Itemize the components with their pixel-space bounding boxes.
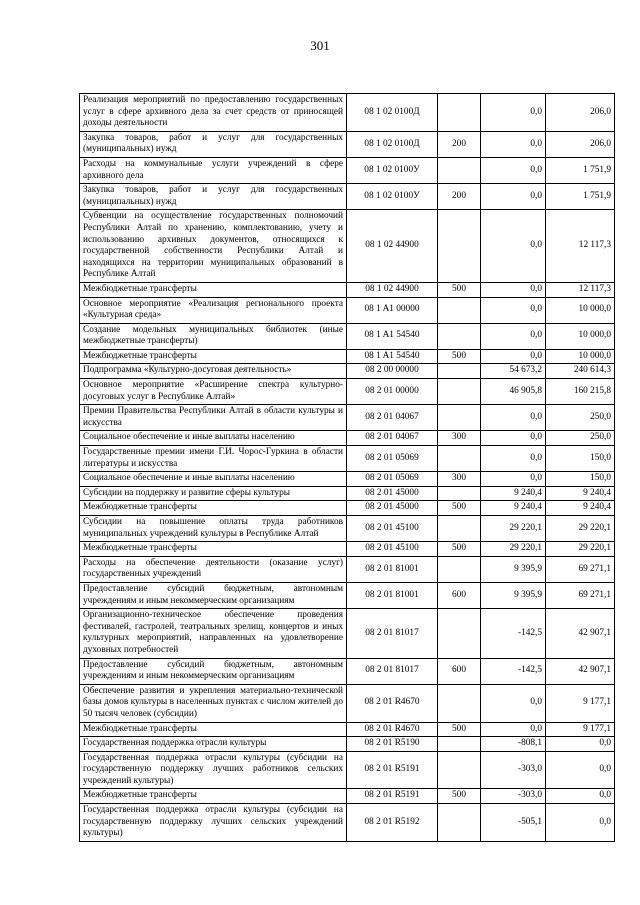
table-row bbox=[80, 501, 615, 516]
row-code: 08 2 01 45100 bbox=[347, 516, 438, 542]
row-code: 08 2 01 R5191 bbox=[347, 789, 438, 804]
row-expense-type: 500 bbox=[438, 349, 481, 364]
row-change-amount: 0,0 bbox=[481, 210, 546, 283]
row-change-amount: 0,0 bbox=[481, 684, 546, 722]
row-code: 08 2 01 00000 bbox=[347, 379, 438, 405]
page-number: 301 bbox=[310, 38, 330, 53]
row-change-amount: 9 240,4 bbox=[481, 501, 546, 516]
row-change-amount: 9 395,9 bbox=[481, 582, 546, 608]
row-total-amount: 9 240,4 bbox=[546, 486, 615, 501]
row-code: 08 2 01 04067 bbox=[347, 431, 438, 446]
table-row bbox=[80, 323, 615, 349]
row-total-amount: 240 614,3 bbox=[546, 364, 615, 379]
row-name: Межбюджетные трансферты bbox=[80, 282, 347, 297]
row-expense-type: 500 bbox=[438, 722, 481, 737]
row-total-amount: 0,0 bbox=[546, 737, 615, 752]
row-total-amount: 9 177,1 bbox=[546, 684, 615, 722]
row-expense-type bbox=[438, 446, 481, 472]
table-row bbox=[80, 379, 615, 405]
row-change-amount: -142,5 bbox=[481, 609, 546, 658]
row-total-amount: 29 220,1 bbox=[546, 516, 615, 542]
row-total-amount: 150,0 bbox=[546, 472, 615, 487]
row-name: Обеспечение развития и укрепления материально-технической базы домов культуры в населенных пунктах с числом жителей до 50 тысяч человек (субсидии) bbox=[80, 684, 347, 722]
row-expense-type bbox=[438, 486, 481, 501]
row-expense-type: 200 bbox=[438, 131, 481, 157]
table-row bbox=[80, 349, 615, 364]
row-total-amount: 29 220,1 bbox=[546, 542, 615, 557]
row-name: Субвенции на осуществление государственных полномочий Республики Алтай по хранению, комплектованию, учету и использованию архивных документов, относящихся к государственной собственности Республики Алтай и находящихся на территории муниципальных образований в Республике Алтай bbox=[80, 210, 347, 283]
row-total-amount: 10 000,0 bbox=[546, 323, 615, 349]
row-change-amount: 0,0 bbox=[481, 431, 546, 446]
row-change-amount: 29 220,1 bbox=[481, 516, 546, 542]
row-change-amount: 0,0 bbox=[481, 297, 546, 323]
row-code: 08 2 01 81017 bbox=[347, 658, 438, 684]
row-total-amount: 250,0 bbox=[546, 405, 615, 431]
row-name: Предоставление субсидий бюджетным, автономным учреждениям и иным некоммерческим организациям bbox=[80, 658, 347, 684]
row-name: Создание модельных муниципальных библиотек (иные межбюджетные трансферты) bbox=[80, 323, 347, 349]
row-name: Подпрограмма «Культурно-досуговая деятельность» bbox=[80, 364, 347, 379]
row-total-amount: 206,0 bbox=[546, 131, 615, 157]
row-name: Межбюджетные трансферты bbox=[80, 722, 347, 737]
table-row bbox=[80, 157, 615, 183]
row-expense-type: 300 bbox=[438, 431, 481, 446]
row-code: 08 1 A1 00000 bbox=[347, 297, 438, 323]
row-change-amount: -505,1 bbox=[481, 804, 546, 842]
row-expense-type: 500 bbox=[438, 542, 481, 557]
row-expense-type: 500 bbox=[438, 501, 481, 516]
row-code: 08 2 01 R4670 bbox=[347, 684, 438, 722]
row-code: 08 2 01 81001 bbox=[347, 582, 438, 608]
row-expense-type bbox=[438, 157, 481, 183]
table-row bbox=[80, 582, 615, 608]
row-code: 08 2 01 81017 bbox=[347, 609, 438, 658]
row-name: Основное мероприятие «Расширение спектра культурно-досуговых услуг в Республике Алтай» bbox=[80, 379, 347, 405]
row-code: 08 1 02 0100У bbox=[347, 184, 438, 210]
row-expense-type: 500 bbox=[438, 789, 481, 804]
row-name: Социальное обеспечение и иные выплаты населению bbox=[80, 472, 347, 487]
row-total-amount: 0,0 bbox=[546, 751, 615, 789]
table-row bbox=[80, 737, 615, 752]
table-row bbox=[80, 431, 615, 446]
row-expense-type bbox=[438, 405, 481, 431]
row-total-amount: 1 751,9 bbox=[546, 184, 615, 210]
row-name: Государственная поддержка отрасли культуры bbox=[80, 737, 347, 752]
row-name: Премии Правительства Республики Алтай в области культуры и искусства bbox=[80, 405, 347, 431]
row-change-amount: 0,0 bbox=[481, 446, 546, 472]
row-change-amount: 0,0 bbox=[481, 323, 546, 349]
row-name: Межбюджетные трансферты bbox=[80, 789, 347, 804]
row-expense-type bbox=[438, 94, 481, 132]
row-change-amount: 0,0 bbox=[481, 722, 546, 737]
row-code: 08 2 01 05069 bbox=[347, 472, 438, 487]
row-code: 08 2 01 R5190 bbox=[347, 737, 438, 752]
row-expense-type: 500 bbox=[438, 282, 481, 297]
row-code: 08 1 02 44900 bbox=[347, 282, 438, 297]
row-total-amount: 12 117,3 bbox=[546, 210, 615, 283]
row-expense-type bbox=[438, 364, 481, 379]
row-total-amount: 69 271,1 bbox=[546, 556, 615, 582]
row-change-amount: 46 905,8 bbox=[481, 379, 546, 405]
table-row bbox=[80, 472, 615, 487]
table-row bbox=[80, 282, 615, 297]
row-expense-type bbox=[438, 297, 481, 323]
row-code: 08 2 01 R5191 bbox=[347, 751, 438, 789]
row-expense-type bbox=[438, 751, 481, 789]
row-name: Межбюджетные трансферты bbox=[80, 501, 347, 516]
row-expense-type bbox=[438, 609, 481, 658]
row-code: 08 2 01 81001 bbox=[347, 556, 438, 582]
row-total-amount: 0,0 bbox=[546, 789, 615, 804]
row-name: Межбюджетные трансферты bbox=[80, 542, 347, 557]
table-row bbox=[80, 364, 615, 379]
row-total-amount: 9 177,1 bbox=[546, 722, 615, 737]
row-change-amount: 0,0 bbox=[481, 405, 546, 431]
row-change-amount: 9 395,9 bbox=[481, 556, 546, 582]
row-name: Закупка товаров, работ и услуг для государственных (муниципальных) нужд bbox=[80, 184, 347, 210]
table-row bbox=[80, 446, 615, 472]
table-row bbox=[80, 210, 615, 283]
row-expense-type bbox=[438, 379, 481, 405]
row-expense-type bbox=[438, 684, 481, 722]
table-row bbox=[80, 556, 615, 582]
budget-table bbox=[79, 93, 615, 842]
row-code: 08 1 A1 54540 bbox=[347, 323, 438, 349]
row-code: 08 2 01 04067 bbox=[347, 405, 438, 431]
row-code: 08 2 01 R4670 bbox=[347, 722, 438, 737]
row-name: Закупка товаров, работ и услуг для государственных (муниципальных) нужд bbox=[80, 131, 347, 157]
table-row bbox=[80, 184, 615, 210]
row-code: 08 2 01 R5192 bbox=[347, 804, 438, 842]
row-change-amount: 0,0 bbox=[481, 184, 546, 210]
row-name: Государственная поддержка отрасли культуры (субсидии на государственную поддержку лучших сельских учреждений культуры) bbox=[80, 804, 347, 842]
table-row bbox=[80, 658, 615, 684]
row-name: Расходы на коммунальные услуги учреждений в сфере архивного дела bbox=[80, 157, 347, 183]
row-name: Организационно-техническое обеспечение проведения фестивалей, гастролей, театральных зрелищ, концертов и иных культурных мероприятий, направленных на удовлетворение духовных потребностей bbox=[80, 609, 347, 658]
row-expense-type: 200 bbox=[438, 184, 481, 210]
row-expense-type bbox=[438, 210, 481, 283]
table-row bbox=[80, 297, 615, 323]
row-change-amount: 0,0 bbox=[481, 131, 546, 157]
row-change-amount: -303,0 bbox=[481, 789, 546, 804]
row-change-amount: 0,0 bbox=[481, 157, 546, 183]
table-row bbox=[80, 609, 615, 658]
table-row bbox=[80, 542, 615, 557]
row-name: Субсидии на поддержку и развитие сферы культуры bbox=[80, 486, 347, 501]
row-total-amount: 69 271,1 bbox=[546, 582, 615, 608]
row-change-amount: 0,0 bbox=[481, 472, 546, 487]
row-name: Субсидии на повышение оплаты труда работников муниципальных учреждений культуры в Республике Алтай bbox=[80, 516, 347, 542]
row-total-amount: 42 907,1 bbox=[546, 658, 615, 684]
row-name: Реализация мероприятий по предоставлению государственных услуг в сфере архивного дела за счет средств от приносящей доходы деятельности bbox=[80, 94, 347, 132]
row-total-amount: 10 000,0 bbox=[546, 297, 615, 323]
row-change-amount: 9 240,4 bbox=[481, 486, 546, 501]
table-row bbox=[80, 131, 615, 157]
row-total-amount: 12 117,3 bbox=[546, 282, 615, 297]
row-change-amount: 0,0 bbox=[481, 282, 546, 297]
row-expense-type: 600 bbox=[438, 658, 481, 684]
row-code: 08 1 02 44900 bbox=[347, 210, 438, 283]
row-expense-type bbox=[438, 737, 481, 752]
row-total-amount: 206,0 bbox=[546, 94, 615, 132]
row-total-amount: 250,0 bbox=[546, 431, 615, 446]
row-code: 08 1 02 0100У bbox=[347, 157, 438, 183]
row-expense-type bbox=[438, 516, 481, 542]
row-total-amount: 42 907,1 bbox=[546, 609, 615, 658]
table-row bbox=[80, 405, 615, 431]
row-name: Государственные премии имени Г.И. Чорос-Гуркина в области литературы и искусства bbox=[80, 446, 347, 472]
row-code: 08 1 02 0100Д bbox=[347, 131, 438, 157]
row-expense-type bbox=[438, 556, 481, 582]
row-change-amount: 0,0 bbox=[481, 94, 546, 132]
row-expense-type: 300 bbox=[438, 472, 481, 487]
table-row bbox=[80, 751, 615, 789]
row-total-amount: 0,0 bbox=[546, 804, 615, 842]
row-change-amount: -142,5 bbox=[481, 658, 546, 684]
row-name: Государственная поддержка отрасли культуры (субсидии на государственную поддержку лучших работников сельских учреждений культуры) bbox=[80, 751, 347, 789]
row-name: Межбюджетные трансферты bbox=[80, 349, 347, 364]
table-row bbox=[80, 94, 615, 132]
row-name: Предоставление субсидий бюджетным, автономным учреждениям и иным некоммерческим организациям bbox=[80, 582, 347, 608]
table-row bbox=[80, 722, 615, 737]
table-row bbox=[80, 684, 615, 722]
table-row bbox=[80, 486, 615, 501]
row-expense-type bbox=[438, 804, 481, 842]
row-total-amount: 10 000,0 bbox=[546, 349, 615, 364]
row-total-amount: 1 751,9 bbox=[546, 157, 615, 183]
row-total-amount: 160 215,8 bbox=[546, 379, 615, 405]
row-name: Социальное обеспечение и иные выплаты населению bbox=[80, 431, 347, 446]
row-name: Расходы на обеспечение деятельности (оказание услуг) государственных учреждений bbox=[80, 556, 347, 582]
row-change-amount: 29 220,1 bbox=[481, 542, 546, 557]
row-change-amount: 54 673,2 bbox=[481, 364, 546, 379]
row-total-amount: 150,0 bbox=[546, 446, 615, 472]
row-change-amount: -808,1 bbox=[481, 737, 546, 752]
row-total-amount: 9 240,4 bbox=[546, 501, 615, 516]
table-row bbox=[80, 516, 615, 542]
row-code: 08 1 02 0100Д bbox=[347, 94, 438, 132]
table-row bbox=[80, 804, 615, 842]
row-code: 08 2 01 45000 bbox=[347, 501, 438, 516]
row-change-amount: -303,0 bbox=[481, 751, 546, 789]
row-code: 08 2 01 45100 bbox=[347, 542, 438, 557]
table-row bbox=[80, 789, 615, 804]
row-change-amount: 0,0 bbox=[481, 349, 546, 364]
row-code: 08 1 A1 54540 bbox=[347, 349, 438, 364]
row-expense-type bbox=[438, 323, 481, 349]
row-name: Основное мероприятие «Реализация регионального проекта «Культурная среда» bbox=[80, 297, 347, 323]
row-expense-type: 600 bbox=[438, 582, 481, 608]
row-code: 08 2 01 45000 bbox=[347, 486, 438, 501]
row-code: 08 2 01 05069 bbox=[347, 446, 438, 472]
row-code: 08 2 00 00000 bbox=[347, 364, 438, 379]
